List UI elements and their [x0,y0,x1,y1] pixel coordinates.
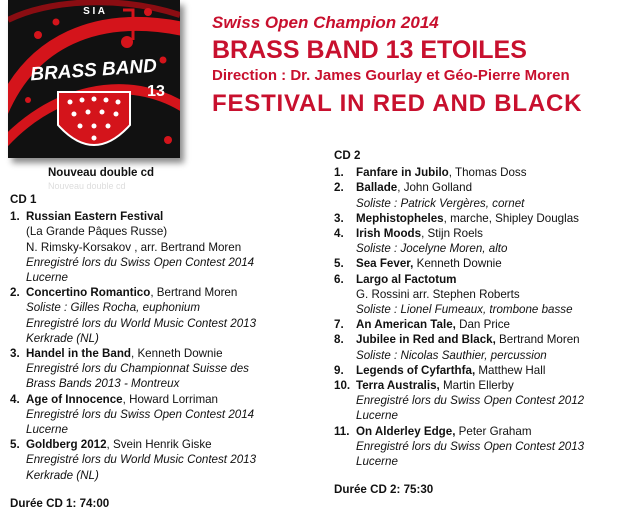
track-composer: Kenneth Downie [413,257,502,271]
track-number: 1. [10,210,20,224]
track-number: 2. [10,286,20,300]
track-body [356,256,616,271]
track-body [26,285,310,346]
album-title: FESTIVAL IN RED AND BLACK [212,90,583,117]
track-title: Handel in the Band [26,347,131,361]
track-title: Jubilee in Red and Black, [356,333,496,347]
champion-title: Swiss Open Champion 2014 [212,13,439,32]
track-note: Enregistré lors du Swiss Open Contest 2012 [356,394,585,408]
track-note: Kerkrade (NL) [26,331,99,345]
cover-number-text: 13 [147,83,165,100]
track-body [356,378,616,424]
cd2-tracks [334,165,616,469]
track-heading [356,226,616,241]
track-note: Soliste : Patrick Vergères, cornet [356,196,525,210]
track-heading [26,392,310,407]
track-body [356,317,616,332]
album-cover [8,0,180,158]
track-body [356,226,616,256]
track-note: Kerkrade (NL) [26,468,99,482]
track-composer: Matthew Hall [475,363,546,377]
cover-caption: Nouveau double cd [48,167,155,179]
track-item [334,332,616,362]
track-number: 7. [334,318,344,332]
track-title: An American Tale, [356,318,456,332]
track-heading [356,165,616,180]
track-body [356,272,616,318]
track-composer: , Bertrand Moren [150,286,238,300]
cd1-tracks [10,209,310,483]
track-title: Goldberg 2012 [26,438,107,452]
track-body [26,437,310,483]
track-composer: , Thomas Doss [448,166,527,180]
cd1-tracklist [10,192,310,511]
track-item [10,346,310,392]
track-number: 10. [334,379,351,393]
track-heading [26,437,310,452]
track-number: 1. [334,166,344,180]
track-detail: (La Grande Pâques Russe) [26,225,168,239]
cover-caption-shadow: Nouveau double cd [48,181,126,191]
track-body [26,346,310,392]
track-body [356,180,616,210]
track-body [26,392,310,438]
track-item [334,226,616,256]
track-number: 6. [334,272,344,286]
cover-top-text: S I A [83,6,105,17]
track-composer: , Kenneth Downie [131,347,223,361]
track-composer: , Howard Lorriman [122,392,219,406]
track-item [334,378,616,424]
track-heading [356,332,616,347]
track-number: 3. [10,347,20,361]
track-item [334,180,616,210]
track-heading [26,346,310,361]
track-body [356,211,616,226]
track-note: Enregistré lors du World Music Contest 2013 [26,316,257,330]
header [212,12,582,118]
track-note: Enregistré lors du World Music Contest 2013 [26,453,257,467]
track-heading [26,209,310,224]
track-number: 5. [334,257,344,271]
track-item [10,392,310,438]
track-note: Lucerne [356,455,398,469]
cd2-duration: Durée CD 2: 75:30 [334,483,434,497]
track-note: Soliste : Gilles Rocha, euphonium [26,301,200,315]
band-title: BRASS BAND 13 ETOILES [212,36,527,64]
track-composer: Bertrand Moren [495,333,580,347]
cd2-label: CD 2 [334,149,361,162]
track-number: 2. [334,181,344,195]
track-number: 11. [334,424,350,438]
track-title: Terra Australis, [356,379,440,393]
track-title: Fanfare in Jubilo [356,166,449,180]
track-title: On Alderley Edge, [356,424,456,438]
track-item [10,285,310,346]
track-composer: , Stijn Roels [421,227,483,241]
track-composer: Peter Graham [455,424,532,438]
track-heading [356,378,616,393]
track-composer: , Svein Henrik Giske [106,438,212,452]
track-title: Concertino Romantico [26,286,151,300]
track-item [334,165,616,180]
track-note: Enregistré lors du Swiss Open Contest 2014 [26,255,255,269]
track-heading [26,285,310,300]
track-item [334,363,616,378]
track-heading [356,256,616,271]
track-number: 5. [10,438,20,452]
album-cover-art [8,0,180,158]
track-item [334,211,616,226]
cd2-tracklist [334,148,616,497]
track-heading [356,180,616,195]
track-number: 4. [10,392,20,406]
track-note: Lucerne [356,409,398,423]
track-heading [356,317,616,332]
track-heading [356,211,616,226]
track-item [334,256,616,271]
track-note: Enregistré lors du Swiss Open Contest 2013 [356,439,585,453]
track-title: Age of Innocence [26,392,123,406]
track-heading [356,424,616,439]
cd1-duration: Durée CD 1: 74:00 [10,496,110,510]
track-title: Russian Eastern Festival [26,210,164,224]
track-item [334,317,616,332]
track-composer: , marche, Shipley Douglas [443,211,579,225]
track-detail: N. Rimsky-Korsakov , arr. Bertrand Moren [26,240,242,254]
cover-band-text: BRASS BAND [29,55,158,86]
track-number: 9. [334,363,344,377]
track-heading [356,363,616,378]
track-title: Mephistopheles [356,211,444,225]
track-item [10,437,310,483]
direction-line: Direction : Dr. James Gourlay et Géo-Pierre Moren [212,67,570,84]
track-title: Largo al Factotum [356,272,457,286]
track-note: Brass Bands 2013 - Montreux [26,377,180,391]
track-item [10,209,310,285]
track-item [334,424,616,470]
track-body [356,332,616,362]
track-composer: , John Golland [397,181,473,195]
track-note: Soliste : Nicolas Sauthier, percussion [356,348,547,362]
track-title: Ballade [356,181,398,195]
cd1-label: CD 1 [10,193,37,206]
track-item [334,272,616,318]
track-body [356,424,616,470]
track-heading [356,272,616,287]
track-number: 4. [334,227,344,241]
track-note: Enregistré lors du Championnat Suisse des [26,362,249,376]
track-title: Irish Moods [356,227,422,241]
track-number: 8. [334,333,344,347]
track-number: 3. [334,211,344,225]
track-composer: Martin Ellerby [439,379,514,393]
track-title: Sea Fever, [356,257,414,271]
track-detail: G. Rossini arr. Stephen Roberts [356,287,520,301]
track-body [26,209,310,285]
track-body [356,363,616,378]
track-composer: Dan Price [455,318,510,332]
track-title: Legends of Cyfarthfa, [356,363,476,377]
track-note: Lucerne [26,423,68,437]
track-note: Soliste : Lionel Fumeaux, trombone basse [356,303,573,317]
track-body [356,165,616,180]
track-note: Soliste : Jocelyne Moren, alto [356,242,508,256]
track-note: Lucerne [26,271,68,285]
track-note: Enregistré lors du Swiss Open Contest 2014 [26,407,255,421]
